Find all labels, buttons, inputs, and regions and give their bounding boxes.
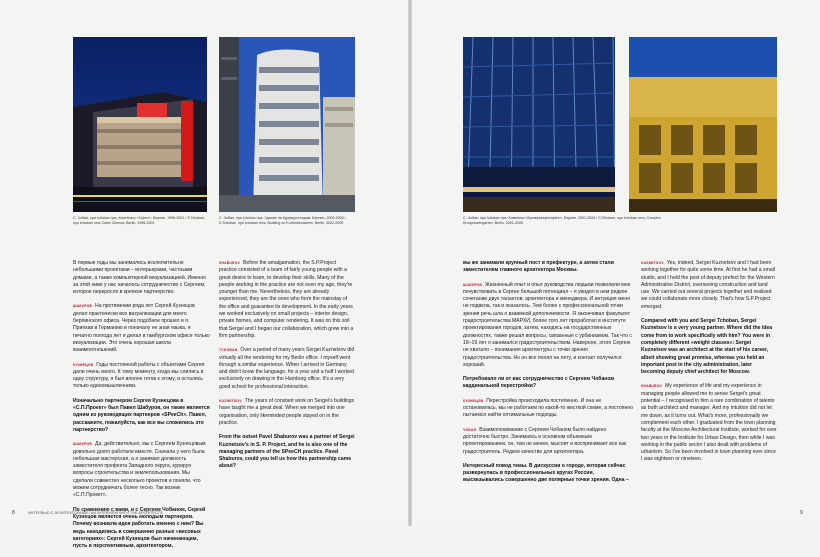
speaker-tag: ШАБУРОВ <box>73 304 93 309</box>
speaker-tag: KUZNETSOV <box>219 399 242 404</box>
paragraph-text: My experience of life and my experience in managing people allowed me to sense Sergei's great potential – I recognised in him a rare combination of talents as both architect and manager. And my intuition did not let me down, as it turns out. What's more, professionally we complement each other. I graduated from the town planning faculty at the Moscow Architectural Institute, worked for over two years in the Institute for Urban Design, then while I was working in the public sector I also dealt with problems of urbanism. So I've been involved in town planning ever since I was eighteen or nineteen. <box>641 383 777 463</box>
speaker-tag: ШАБУРОВ <box>463 282 483 287</box>
paragraph-text: На протяжении ряда лет Сергей Кузнецов делал практически все визуализации для моего берлинского офиса. Через подобное прошел и я. Приехав в Германию и поначалу не зная языка, я печатно полгода лет я делал в гамбургском офисе только визуализации. Это очень хорошая школа взаимоотношений. <box>73 303 210 354</box>
photo-caption-1: С. Чобан, при Ichoban nps, Кинотеатр «Cybex», Берлин, 1996-2001 / S.Tchoban, npu tchoban nrxs Cubix Cinema, Berlin, 1996-2001 <box>73 216 206 225</box>
photo-kronprinzengarten-glass <box>463 37 615 212</box>
photo-caption-3: С. Чобан, при Ichoban nps, Комплекс «Кронпринценгарten», Берлин, 2001-2005 / S.Tchoban, npu tchoban nrxs, Complex Kronprinzengarten, Berlin, 2001-2005 <box>463 216 661 225</box>
paragraph <box>73 303 210 354</box>
speaker-tag: SHABUROV <box>219 261 241 265</box>
paragraph-text: Yes, indeed, Sergei Kuznetsov and I had been working together for quite some time. At first he had a small studio, and I held the post of deputy prefect for the Western Administrative District, overseeing construction and land use. We carried out several projects together and realised we could collaborate more closely. That's how S.P.Project emerged. <box>641 260 775 310</box>
paragraph-text: Перестройка происходила постепенно. И она не остановилась, мы не работаем по какой-то жесткой схеме, а постоянно пытаемся найти оптимальные подходы. <box>463 397 633 419</box>
page-number-left: 8 <box>12 510 15 516</box>
photo-golden-facade <box>629 37 777 212</box>
photo-caption-2: С. Чобан, при Ichoban nps, Здание на Курфюрстендам, Берлин, 2002-2005 / S.Tchoban, npu tchoban nrxs, Building on Kurfürstendamm, Berlin, 2002-2005 <box>219 216 346 225</box>
paragraph <box>463 427 633 456</box>
paragraph-text: Да, действительно, мы с Сергеем Кузнецовым довольно долго работали вместе. Сначала у него была небольшая мастерская, а я занимал должность заместителя префекта Западного округа, курируя вопросы строительства и землепользования. Мы сделали совместно несколько проектов и поняли, что можем сотрудничать более тесно. Так возник «С.П.Проект». <box>73 441 206 499</box>
speaker-tag: SHABUROV <box>641 384 663 389</box>
paragraph-text: Before the amalgamation, the S.P.Project practice consisted of a team of fairly young people with a great desire to learn, to develop their skills. Many of the people working in the practice are not even my age, they're younger than me. Nevertheless, they are already experienced, they are the ones who form the mainstay of the office and guarantee its development. In the early years we worked exclusively on small projects – interior design, private homes, and computer rendering. It was on this soil that Sergei and I began our collaboration, which grew into a firm partnership. <box>219 260 354 339</box>
paragraph <box>219 398 355 427</box>
paragraph <box>463 398 633 420</box>
photo-cubix-cinema <box>73 37 207 212</box>
text-column-2 <box>219 260 355 478</box>
paragraph: В первые годы мы занимались исключительно небольшими проектами – интерьерами, частными домами, а также компьютерной визуализацией. Именно за этой ниве у нас началось сотрудничество с Сергеем, которое переросло в крепкое партнерство. <box>73 260 207 296</box>
speaker-tag: КУЗНЕЦОВ <box>73 362 94 367</box>
paragraph <box>641 383 777 463</box>
running-footer: ИНТЕРВЬЮ С АРХИТЕКТОРАМИ / AN INTERVIEW WITH THE ARCHITECTS <box>28 511 163 515</box>
paragraph <box>219 260 355 340</box>
page-gutter <box>408 0 412 526</box>
paragraph <box>463 282 633 370</box>
speaker-tag: ШАБУРОВ <box>73 442 93 447</box>
paragraph-text: Годы постоянной работы с объектами Сергея дали очень много. К тому моменту, когда мы слились в одну структуру, я был вполне готов к этому, и остались только единомышленники. <box>73 361 205 390</box>
paragraph-text: The years of constant work on Sergei's buildings have taught me a great deal. When we merged into one organisation, only likeminded people stayed on in the practice. <box>219 398 355 426</box>
question: Потребовало ли от вас сотрудничество с Сергеем Чобаном кардинальной перестройки? <box>463 376 615 390</box>
speaker-tag: KUZNETSOV <box>641 261 664 265</box>
question: Изначально партнером Сергея Кузнецова в «С.П.Проект» был Павел Шабуров, он также является одним из руководящих партнеров «SPeeCh». Павел, расскажите, пожалуйста, как все вы сложились это партнерство? <box>73 397 210 433</box>
question: Compared with you and Sergei Tchoban, Sergei Kuznetsov is a very young partner. Where did the idea come from to work specifically with him? You were in completely different «weight classes»: Sergei Kuznetsov was an architect at the start of his career, albeit showing great promise, whereas you held an important post in the city administration, later becoming deputy chief architect for Moscow. <box>641 318 773 376</box>
question: From the outset Pavel Shaburov was a partner of Sergei Kuznetsov's in S. P. Project, and he is also one of the managing partners of the SPeeCH practice. Pavel Shaburov, could you tell us how this partnership came about? <box>219 434 355 470</box>
photo-kurfurstendamm-building <box>219 37 355 212</box>
paragraph-text: Взаимопонимание с Сергеем Чобаном было найдено достаточно быстро. Занимаясь в основном объемным проектированием, он, тем не менее, мыслит и воспринимает все как градостроитель. Редкое качество для архитектора. <box>463 426 627 455</box>
question: По сравнению с вами, и с Сергеем Чобаном, Сергей Кузнецов является очень молодым партнером. Почему возникла идея работать именно с ним? Вы ведь находились в совершенно разных «весовых категориях»: Сергей Кузнецов был начинающим, пусть и перспективным, архитектором, <box>73 506 206 550</box>
paragraph <box>641 260 777 311</box>
speaker-tag: TCHOBAN <box>219 348 238 353</box>
paragraph-text: Over a period of many years Sergei Kuznetsov did virtually all the rendering for my Berlin office. I myself went through a similar experience. When I arrived in Germany and didn't know the language, for a year and a half I worked exclusively on drawing in the Hamburg office. It's a very good school for professional interaction. <box>219 347 355 390</box>
paragraph <box>73 441 210 499</box>
question: Интересный повод темы. В дискуссии о городе, которая сейчас развернулась в профессиональных кругах России, высказывались совершенно две полярные точки зрения. Одна – <box>463 462 629 484</box>
paragraph <box>73 362 210 391</box>
text-column-3 <box>463 260 633 492</box>
speaker-tag: КУЗНЕЦОВ <box>463 398 484 403</box>
paragraph <box>219 347 355 391</box>
speaker-tag: ЧОБАН <box>463 427 477 432</box>
paragraph-text: Жизненный опыт и опыт руководства людьми позволили мне почувствовать в Сергее большой потенциал – я увидел в нем редкое сочетание двух талантов: архитектора и менеджера. И интуиция меня не подвела, так и оказалось. Тем более с профессиональной точки зрения речь шла о взаимной дополняемости. Я закончивал факультет градостроительства МАРХИ, более того лет проработал в институте проектирования городов, затем, находясь на государственных должностях, также решал вопросы, связанные с урбанизмом. Так что с 18–19 лет я занимался градостроительством. Наверное, этого Сергею не хватало – понимания архитектуры с точки зрения градостроительства. Но он все понял на лету, и контакт получился хороший. <box>463 281 632 368</box>
text-column-4 <box>641 260 777 471</box>
page-number-right: 9 <box>800 510 803 516</box>
question: вы же занимали крупный пост в префектуре, а затем стали заместителем главного архитектора Москвы. <box>463 260 614 274</box>
